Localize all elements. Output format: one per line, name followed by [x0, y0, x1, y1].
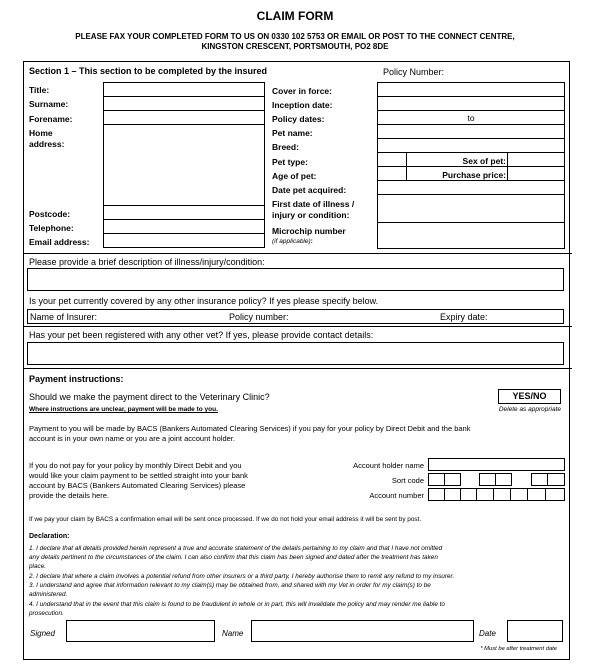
- account-digit-box[interactable]: [428, 488, 445, 501]
- declaration-line: 2. I declare that where a claim involves a potential refund from other insurers or a third party, I hereby authorise them to remit any refund to my insurer.: [29, 573, 455, 580]
- pet-type-field[interactable]: [378, 153, 406, 166]
- declaration-line: any details pertinent to the circumstances of the claim. I can also confirm that this claim has been signed and dated after the treatment has taken: [29, 554, 438, 561]
- age-field[interactable]: [378, 167, 406, 180]
- cover-field[interactable]: [377, 82, 565, 97]
- account-digit-box[interactable]: [527, 488, 546, 501]
- first-date-label-2: injury or condition:: [272, 210, 350, 220]
- to-label: to: [467, 113, 475, 123]
- account-digit-box[interactable]: [476, 488, 494, 501]
- account-digit-box[interactable]: [444, 488, 461, 501]
- home-label: Home: [29, 128, 53, 138]
- surname-field[interactable]: [103, 96, 265, 111]
- sort-digit-box[interactable]: [479, 473, 496, 486]
- sort-digit-box[interactable]: [495, 473, 512, 486]
- holder-field[interactable]: [428, 458, 565, 471]
- declaration-line: 1. I declare that all details provided herein represent a true and accurate statement of the details pertaining to my claim and that I have not omitted: [29, 545, 443, 552]
- postcode-field[interactable]: [103, 205, 265, 220]
- account-digit-box[interactable]: [545, 488, 565, 501]
- purchase-label: Purchase price:: [442, 170, 506, 180]
- treatment-date-note: * Must be after treatment date: [480, 646, 557, 652]
- divider-1: [23, 253, 572, 254]
- insurer-label: Name of Insurer:: [30, 312, 98, 322]
- acquired-label: Date pet acquired:: [272, 185, 347, 195]
- home-address-field[interactable]: [103, 124, 265, 206]
- declaration-line: place.: [29, 563, 47, 570]
- divider-2: [23, 326, 572, 327]
- sex-label: Sex of pet:: [462, 156, 506, 166]
- account-digit-box[interactable]: [510, 488, 528, 501]
- declaration-line: administered.: [29, 591, 68, 598]
- header-line-1: PLEASE FAX YOUR COMPLETED FORM TO US ON 0330 102 5753 OR EMAIL OR POST TO THE CONNECT CENTRE,: [75, 32, 515, 41]
- age-label: Age of pet:: [272, 171, 317, 181]
- dd-line-2: would like your claim payment to be settled straight into your bank: [29, 471, 248, 480]
- name-label: Name: [222, 629, 244, 638]
- purchase-price-field[interactable]: [508, 167, 564, 180]
- policy-number-label: Policy Number:: [383, 67, 445, 77]
- expiry-label: Expiry date:: [440, 312, 488, 322]
- email-field[interactable]: [103, 233, 265, 248]
- name-field[interactable]: [251, 620, 474, 642]
- first-date-field[interactable]: [377, 194, 565, 223]
- sort-digit-box[interactable]: [547, 473, 565, 486]
- pet-type-label: Pet type:: [272, 157, 308, 167]
- pet-name-label: Pet name:: [272, 128, 313, 138]
- title-label: Title:: [29, 85, 50, 95]
- telephone-label: Telephone:: [29, 223, 74, 233]
- breed-label: Breed:: [272, 142, 299, 152]
- yes-no-field[interactable]: YES/NO: [498, 389, 561, 404]
- postcode-label: Postcode:: [29, 209, 71, 219]
- declaration-line: prosecution.: [29, 610, 64, 617]
- other-vet-question: Has your pet been registered with any other vet? If yes, please provide contact details:: [29, 330, 374, 340]
- account-number-label: Account number: [369, 491, 424, 500]
- sort-code-label: Sort code: [391, 476, 424, 485]
- holder-label: Account holder name: [353, 461, 424, 470]
- confirm-note: If we pay your claim by BACS a confirmation email will be sent once processed. If we do not hold your email address it will be sent by post.: [29, 516, 422, 523]
- sort-digit-box[interactable]: [444, 473, 461, 486]
- dd-line-3: account by BACS (Bankers Automated Clearing Services) please: [29, 481, 246, 490]
- sort-digit-box[interactable]: [531, 473, 548, 486]
- declaration-title: Declaration:: [29, 533, 70, 540]
- date-field[interactable]: [507, 620, 563, 642]
- account-digit-box[interactable]: [460, 488, 477, 501]
- inception-label: Inception date:: [272, 100, 333, 110]
- acquired-field[interactable]: [377, 180, 565, 195]
- bacs-line-1: Payment to you will be made by BACS (Bankers Automated Clearing Services) if you pay for your policy by Direct Debit and the bank: [29, 424, 471, 433]
- header-line-2: KINGSTON CRESCENT, PORTSMOUTH, PO2 8DE: [201, 42, 389, 51]
- signature-field[interactable]: [66, 620, 215, 642]
- other-vet-field[interactable]: [27, 342, 564, 365]
- inception-field[interactable]: [377, 96, 565, 111]
- description-field[interactable]: [27, 268, 564, 291]
- delete-note: Delete as appropriate: [498, 406, 561, 413]
- title-field[interactable]: [103, 82, 265, 97]
- form-title: CLAIM FORM: [256, 9, 334, 23]
- declaration-line: 3. I understand and agree that information relevant to my claim(s) may be obtained from, and shared with my Vet in order for my claim(s) to be: [29, 582, 431, 589]
- forename-label: Forename:: [29, 114, 73, 124]
- payment-question: Should we make the payment direct to the Veterinary Clinic?: [29, 392, 270, 402]
- unclear-note: Where instructions are unclear, payment will be made to you.: [29, 406, 218, 413]
- dd-line-4: provide the details here.: [29, 491, 110, 500]
- email-label: Email address:: [29, 237, 90, 247]
- address-label: address:: [29, 139, 65, 149]
- section1-title: Section 1 – This section to be completed by the insured: [29, 66, 268, 76]
- signed-label: Signed: [30, 629, 55, 638]
- sex-field[interactable]: [508, 153, 564, 166]
- microchip-label: Microchip number: [272, 226, 346, 236]
- if-applicable-note: (if applicable):: [272, 238, 313, 245]
- microchip-field[interactable]: [377, 222, 565, 249]
- policy-number-other-label: Policy number:: [229, 312, 289, 322]
- dd-line-1: If you do not pay for your policy by monthly Direct Debit and you: [29, 461, 242, 470]
- forename-field[interactable]: [103, 110, 265, 125]
- telephone-field[interactable]: [103, 219, 265, 234]
- divider-3: [23, 368, 572, 369]
- surname-label: Surname:: [29, 99, 69, 109]
- cover-label: Cover in force:: [272, 86, 332, 96]
- account-digit-box[interactable]: [493, 488, 511, 501]
- bacs-line-2: account is in your own name or you are a joint account holder.: [29, 434, 235, 443]
- other-insurance-question: Is your pet currently covered by any other insurance policy? If yes please specify below.: [29, 296, 379, 306]
- sort-digit-box[interactable]: [428, 473, 445, 486]
- pet-name-field[interactable]: [377, 124, 565, 139]
- description-label: Please provide a brief description of illness/injury/condition:: [29, 257, 265, 267]
- first-date-label-1: First date of illness /: [272, 199, 355, 209]
- declaration-line: 4. I understand that in the event that this claim is found to be fraudulent in whole or in part, this will invalidate the policy and may render me liable to: [29, 601, 445, 608]
- policy-dates-label: Policy dates:: [272, 114, 325, 124]
- payment-title: Payment instructions:: [29, 374, 124, 384]
- date-label: Date: [479, 629, 496, 638]
- breed-field[interactable]: [377, 138, 565, 153]
